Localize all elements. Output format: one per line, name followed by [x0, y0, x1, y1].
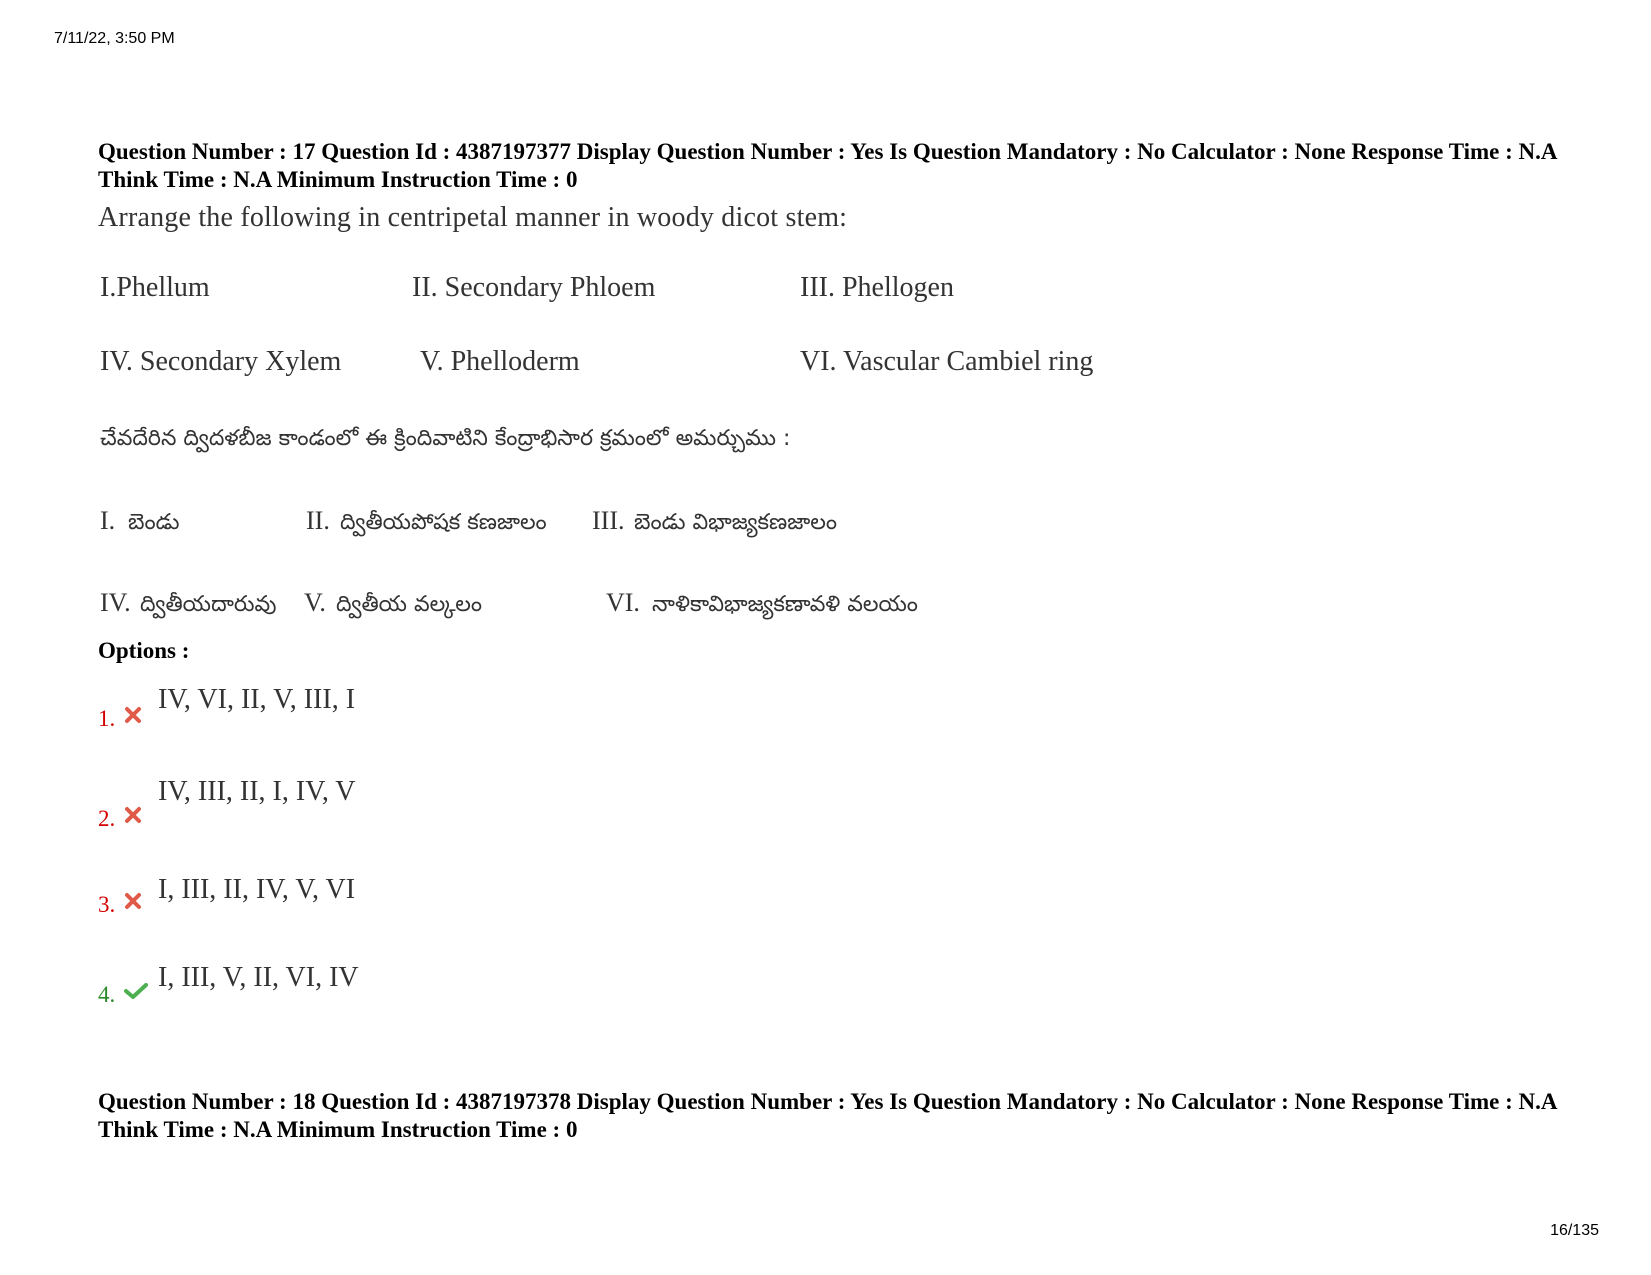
item-phellum: I.Phellum — [100, 272, 210, 303]
te-item-5: ద్వితీయ వల్కలం — [336, 592, 482, 617]
question-18-header: Question Number : 18 Question Id : 4387197378 Display Question Number : Yes Is Question Mandatory : No Calculator : None Response Time : N.A Think Time : N.A Minimum Instruction Time : 0 — [98, 1089, 1557, 1142]
item-phelloderm: V. Phelloderm — [420, 346, 580, 377]
cross-icon — [124, 892, 142, 910]
page-number: 16/135 — [1550, 1222, 1599, 1239]
cross-icon — [124, 706, 142, 724]
te-item-5-num: V. — [304, 588, 326, 617]
question-stem-english: Arrange the following in centripetal manner in woody dicot stem: — [98, 202, 848, 233]
item-vascular-cambium-ring: VI. Vascular Cambiel ring — [800, 346, 1094, 377]
option-1-text: IV, VI, II, V, III, I — [158, 684, 356, 715]
te-item-6: నాళికావిభాజ్యకణావళి వలయం — [652, 592, 918, 617]
check-icon — [124, 982, 148, 1000]
option-1-number: 1. — [98, 706, 116, 731]
question-stem-telugu: చేవదేరిన ద్విదళబీజ కాండంలో ఈ క్రిందివాటిని కేంద్రాభిసార క్రమంలో అమర్చుము : — [100, 426, 791, 451]
option-3-text: I, III, II, IV, V, VI — [158, 874, 356, 905]
item-secondary-xylem: IV. Secondary Xylem — [100, 346, 342, 377]
te-item-2: ద్వితీయపోషక కణజాలం — [340, 510, 547, 535]
te-item-2-num: II. — [306, 506, 330, 535]
question-17-header: Question Number : 17 Question Id : 4387197377 Display Question Number : Yes Is Question Mandatory : No Calculator : None Response Time : N.A Think Time : N.A Minimum Instruction Time : 0 — [98, 139, 1557, 192]
option-2-number: 2. — [98, 806, 116, 831]
te-item-1: బెండు — [128, 510, 180, 535]
te-item-3-num: III. — [592, 506, 625, 535]
item-secondary-phloem: II. Secondary Phloem — [412, 272, 656, 303]
option-4-number: 4. — [98, 982, 116, 1007]
option-4-text: I, III, V, II, VI, IV — [158, 962, 359, 993]
cross-icon — [124, 806, 142, 824]
te-item-1-num: I. — [100, 506, 116, 535]
options-label: Options : — [98, 638, 190, 663]
te-item-4-num: IV. — [100, 588, 131, 617]
option-2-text: IV, III, II, I, IV, V — [158, 776, 356, 807]
te-item-6-num: VI. — [606, 588, 640, 617]
te-item-4: ద్వితీయదారువు — [140, 592, 277, 617]
option-3-number: 3. — [98, 892, 116, 917]
item-phellogen: III. Phellogen — [800, 272, 954, 303]
te-item-3: బెండు విభాజ్యకణజాలం — [634, 510, 837, 535]
print-date: 7/11/22, 3:50 PM — [54, 30, 175, 47]
